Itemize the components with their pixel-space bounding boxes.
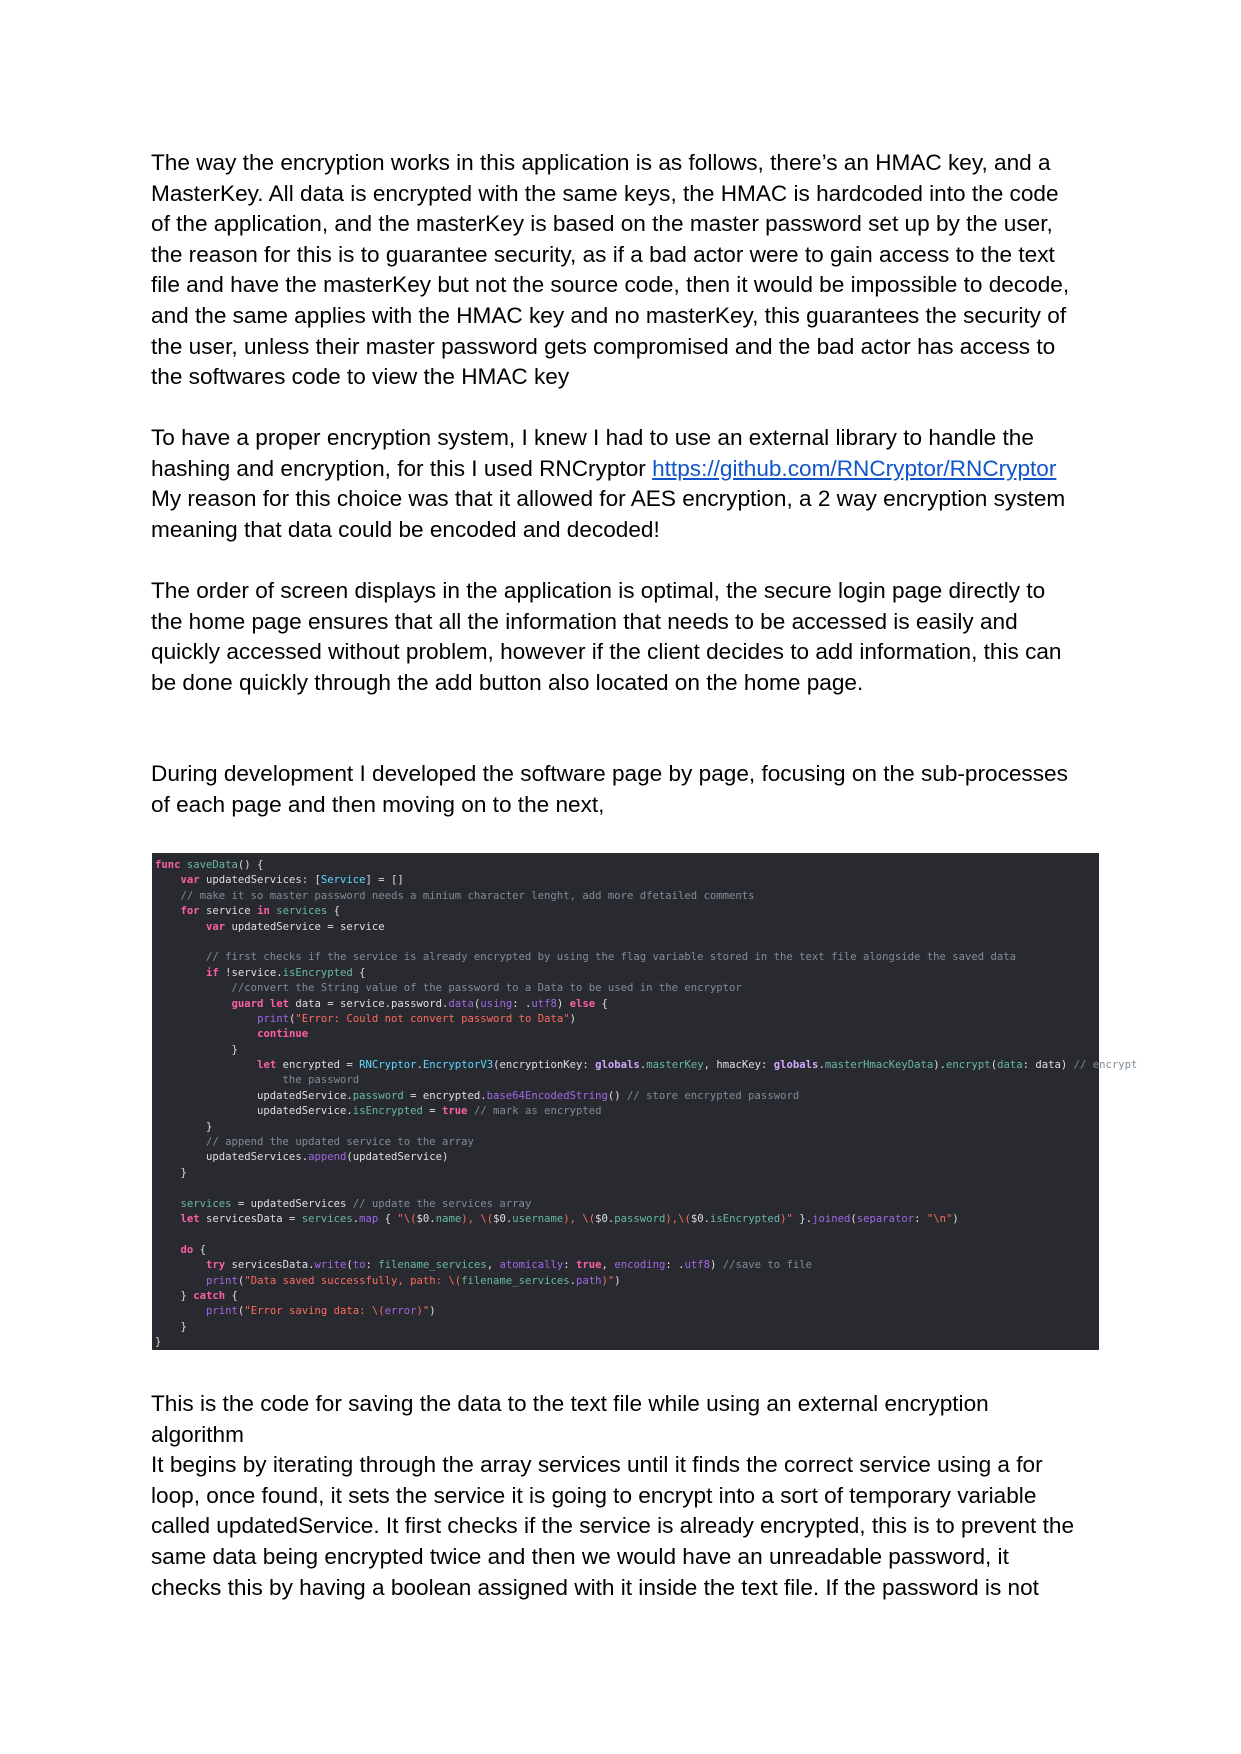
code-token: services [180,1197,232,1210]
code-token: let [180,1212,207,1225]
code-token: , [486,1259,500,1272]
code-token: joined [812,1212,851,1225]
code-token: // store encrypted password [627,1089,800,1102]
code-token: : [563,1259,577,1272]
code-token: ) [569,1012,576,1025]
code-token: continue [257,1028,309,1041]
code-token: } [155,1043,238,1056]
code-token: password [352,1089,404,1102]
code-token: encrypt [946,1059,991,1072]
code-line [152,1012,1099,1027]
code-token: print [206,1305,238,1318]
code-token: services [276,905,328,918]
code-token: } [155,1320,187,1333]
code-token: } [155,1289,194,1302]
code-token [155,967,206,979]
code-line [152,1320,1099,1335]
code-token: updatedService. [155,1105,353,1118]
code-token: encoding [614,1259,666,1272]
code-line [152,858,1099,873]
code-token [155,998,232,1010]
code-token: ) [710,1259,723,1272]
code-token: EncryptorV3 [422,1059,494,1072]
code-token: //convert the String value of the password to a Data to be used in the encryptor [155,982,742,995]
code-token: to [352,1259,366,1272]
code-token: isEncrypted [352,1105,423,1118]
code-line [152,1227,1099,1242]
paragraph-external-library [151,423,1096,545]
code-token: isEncrypted [282,966,353,979]
text-line: same data being encrypted twice and then we would have an unreadable password, it [151,1543,1009,1569]
code-token: = updatedServices [231,1197,353,1210]
code-line [152,1289,1099,1304]
code-token: ) [429,1305,436,1318]
code-token: globals [773,1059,819,1072]
code-line [152,873,1099,888]
code-token: //save to file [722,1259,813,1272]
code-token: )" [416,1305,430,1318]
paragraph-development [151,759,1096,820]
code-token: = encrypted. [403,1089,487,1102]
code-token: : [365,1259,379,1272]
code-token: print [257,1012,289,1025]
code-token: "\n" [926,1212,953,1225]
code-token: (encryptionKey: [493,1059,596,1072]
code-token: saveData [186,859,238,871]
code-token [155,1244,181,1256]
code-line [152,1243,1099,1258]
code-token: "Error saving data: \( [244,1305,385,1318]
code-line [152,950,1099,965]
code-token: ( [288,1012,296,1025]
code-token: masterKey [646,1059,704,1072]
code-token [155,905,181,917]
text-line: This is the code for saving the data to the text file while using an external encryption [151,1391,989,1416]
text-line: called updatedService. It first checks if the service is already encrypted, this is to prevent the [151,1513,1075,1539]
code-token: servicesData. [231,1259,315,1272]
code-token [155,1305,206,1317]
code-token: catch [193,1289,226,1302]
text-line: of each page and then moving on to the next, [151,791,605,817]
code-token [155,1259,206,1271]
code-line [152,935,1099,950]
code-token: func [155,859,187,871]
code-token: ), \( [461,1212,494,1225]
code-token: else [569,997,596,1010]
code-line [152,1212,1099,1227]
code-token: () { [237,859,264,871]
code-token: , hmacKey: [703,1059,774,1072]
text-line: quickly accessed without problem, however if the client decides to add information, this can [151,639,1062,665]
code-token [155,874,181,886]
code-token: Service [320,874,366,887]
code-line [152,1181,1099,1196]
code-token: { [327,905,340,918]
code-token: atomically [499,1259,564,1272]
code-token: (updatedService) [346,1151,449,1164]
text-line: be done quickly through the add button also located on the home page. [151,669,864,695]
code-token: try [206,1259,232,1272]
code-token: $0. [595,1212,615,1225]
code-line [152,1135,1099,1150]
code-line [152,981,1099,996]
code-token [155,921,206,933]
text-line: of the application, and the masterKey is based on the master password set up by the user, [151,211,1053,237]
code-token: ), \( [563,1212,596,1225]
code-token: . [352,1212,360,1225]
code-token: { [595,997,608,1010]
code-line [152,1043,1099,1058]
text-line: the softwares code to view the HMAC key [151,364,570,390]
code-token: . [818,1059,825,1072]
code-token: // mark as encrypted [473,1105,602,1118]
code-token: . [639,1059,647,1072]
code-token: true [442,1105,468,1118]
code-token: services [301,1212,353,1225]
text-line: The way the encryption works in this application is as follows, there’s an HMAC key, and a [151,150,1051,175]
code-token: } [155,1166,187,1179]
code-token [155,1213,181,1225]
paragraph-code-explanation [151,1389,1096,1603]
code-token [155,1275,206,1287]
code-token: for [180,905,207,918]
code-token: . [569,1274,576,1287]
code-token: ) [614,1274,621,1287]
code-token [155,1028,257,1040]
text-line: file and have the masterKey but not the source code, then it would be impossible to decode, [151,272,1070,298]
code-token: encrypted = [282,1059,360,1072]
code-token: password [614,1212,666,1225]
code-token: updatedServices: [ [206,874,321,887]
code-line [152,920,1099,935]
code-screenshot [152,853,1138,1350]
code-token: base64EncodedString [486,1089,608,1102]
code-line [152,1120,1099,1135]
code-token: updatedService. [155,1089,353,1102]
code-token: { [225,1289,238,1302]
code-token: filename_services [461,1274,570,1287]
code-token: var [206,920,232,933]
code-token: // append the updated service to the array [155,1136,474,1149]
code-token: : . [665,1259,685,1272]
code-token: . [416,1059,423,1072]
code-token: filename_services [378,1259,487,1272]
code-token: "\( [397,1212,417,1225]
code-token: $0. [690,1212,710,1225]
code-token: error [384,1305,417,1318]
code-token: utf8 [684,1259,710,1272]
code-token: updatedServices. [155,1151,309,1164]
code-line [152,904,1099,919]
code-token: append [308,1151,347,1164]
code-token: path [576,1274,602,1287]
code-token: true [576,1259,602,1272]
code-token [155,1059,257,1071]
code-line [152,997,1099,1012]
code-token [155,1013,257,1025]
paragraph-encryption-overview [151,148,1096,393]
text-line: During development I developed the software page by page, focusing on the sub-processes [151,761,1068,786]
code-token: ) [952,1212,959,1225]
code-token: in [257,905,277,918]
code-token: { [193,1243,207,1256]
code-token: = [422,1105,443,1118]
rncryptor-github-link[interactable]: https://github.com/RNCryptor/RNCryptor [652,455,1057,481]
code-token: : [914,1212,927,1225]
code-token: let [257,1059,283,1072]
text-line: meaning that data could be encoded and decoded! [151,516,660,542]
code-token: using [480,997,513,1010]
text-line: It begins by iterating through the array services until it finds the correct service using a for [151,1452,1043,1478]
text-line: checks this by having a boolean assigned with it inside the text file. If the password is not [151,1574,1039,1600]
code-token: the password [155,1074,360,1087]
code-token: ( [850,1212,857,1225]
code-line [152,1150,1099,1165]
code-token: : . [512,997,532,1010]
text-segment: hashing and encryption, for this I used RNCryptor [151,455,653,481]
code-token: data [448,997,474,1010]
code-line [152,1335,1099,1350]
code-line [152,1073,1099,1088]
code-line [152,1258,1099,1273]
code-token: write [314,1259,347,1272]
text-line: the reason for this is to guarantee security, as if a bad actor were to gain access to the text [151,241,1055,267]
code-token: username [512,1212,564,1225]
code-token: guard let [231,997,296,1010]
code-token: masterHmacKeyData [824,1059,934,1072]
code-token: ( [237,1274,245,1287]
code-token: map [359,1212,379,1225]
code-line [152,966,1099,981]
code-token: data [997,1059,1023,1072]
text-line: The order of screen displays in the application is optimal, the secure login page directly to [151,578,1046,603]
code-token: if [206,966,226,979]
code-line [152,1104,1099,1119]
code-token: ) [556,997,570,1010]
code-token: // make it so master password needs a minium character lenght, add more dfetailed comments [155,889,755,902]
code-token: do [180,1243,194,1256]
text-line: MasterKey. All data is encrypted with the same keys, the HMAC is hardcoded into the code [151,180,1059,206]
code-token: RNCryptor [359,1059,417,1072]
code-line [152,1304,1099,1319]
code-token: utf8 [531,997,557,1010]
code-line [152,1027,1099,1042]
code-token: ). [933,1059,947,1072]
text-line: the user, unless their master password gets compromised and the bad actor has access to [151,333,1056,359]
code-line [152,889,1099,904]
code-token [155,1198,181,1210]
code-token: ),\( [665,1212,691,1225]
code-token: ( [473,997,481,1010]
code-token: } [155,1120,213,1133]
code-token: // encrypt [1073,1059,1138,1072]
code-token: var [180,874,207,887]
paragraph-screen-order [151,576,1096,698]
code-token: // first checks if the service is already encrypted by using the flag variable stored in the text file alongside the saved data [155,951,1017,964]
text-line: algorithm [151,1421,244,1447]
code-token: separator [856,1212,915,1225]
code-line [152,1058,1138,1073]
code-token: () [607,1089,627,1102]
code-token: }. [792,1212,813,1225]
code-token: } [155,1336,162,1349]
code-token: data = service.password. [295,997,449,1010]
code-token: !service. [225,966,283,979]
text-line: To have a proper encryption system, I knew I had to use an external library to handle the [151,425,1034,450]
code-line [152,1197,1099,1212]
code-token: )" [780,1212,793,1225]
code-token: ( [346,1259,353,1272]
code-token: $0. [493,1212,513,1225]
code-token: print [206,1274,238,1287]
text-line: loop, once found, it sets the service it is going to encrypt into a sort of temporary variable [151,1482,1037,1508]
code-token: )" [601,1274,615,1287]
code-token: globals [595,1059,640,1072]
code-token: "Error: Could not convert password to Data" [295,1012,570,1025]
code-token: isEncrypted [709,1212,781,1225]
code-line [152,1166,1099,1181]
code-line [152,1274,1099,1289]
code-token: { [378,1212,398,1225]
text-line: the home page ensures that all the information that needs to be accessed is easily and [151,608,1018,634]
code-token: , [601,1259,615,1272]
code-token: ( [990,1059,998,1072]
code-token: "Data saved successfully, path: \( [244,1274,462,1287]
code-token: // update the services array [352,1197,532,1210]
code-token: : data) [1022,1059,1074,1072]
code-line [152,1089,1099,1104]
code-token: servicesData = [206,1212,302,1225]
code-token: name [435,1212,462,1225]
code-token: ( [237,1305,245,1318]
code-token: service [206,905,258,918]
code-token: ] = [] [365,874,404,887]
text-line: and the same applies with the HMAC key and no masterKey, this guarantees the security of [151,302,1067,328]
code-token: updatedService = service [231,920,385,933]
text-line-with-link [151,454,1096,485]
text-line: My reason for this choice was that it allowed for AES encryption, a 2 way encryption system [151,486,1066,512]
code-token: { [352,966,366,979]
code-token: $0. [416,1212,436,1225]
